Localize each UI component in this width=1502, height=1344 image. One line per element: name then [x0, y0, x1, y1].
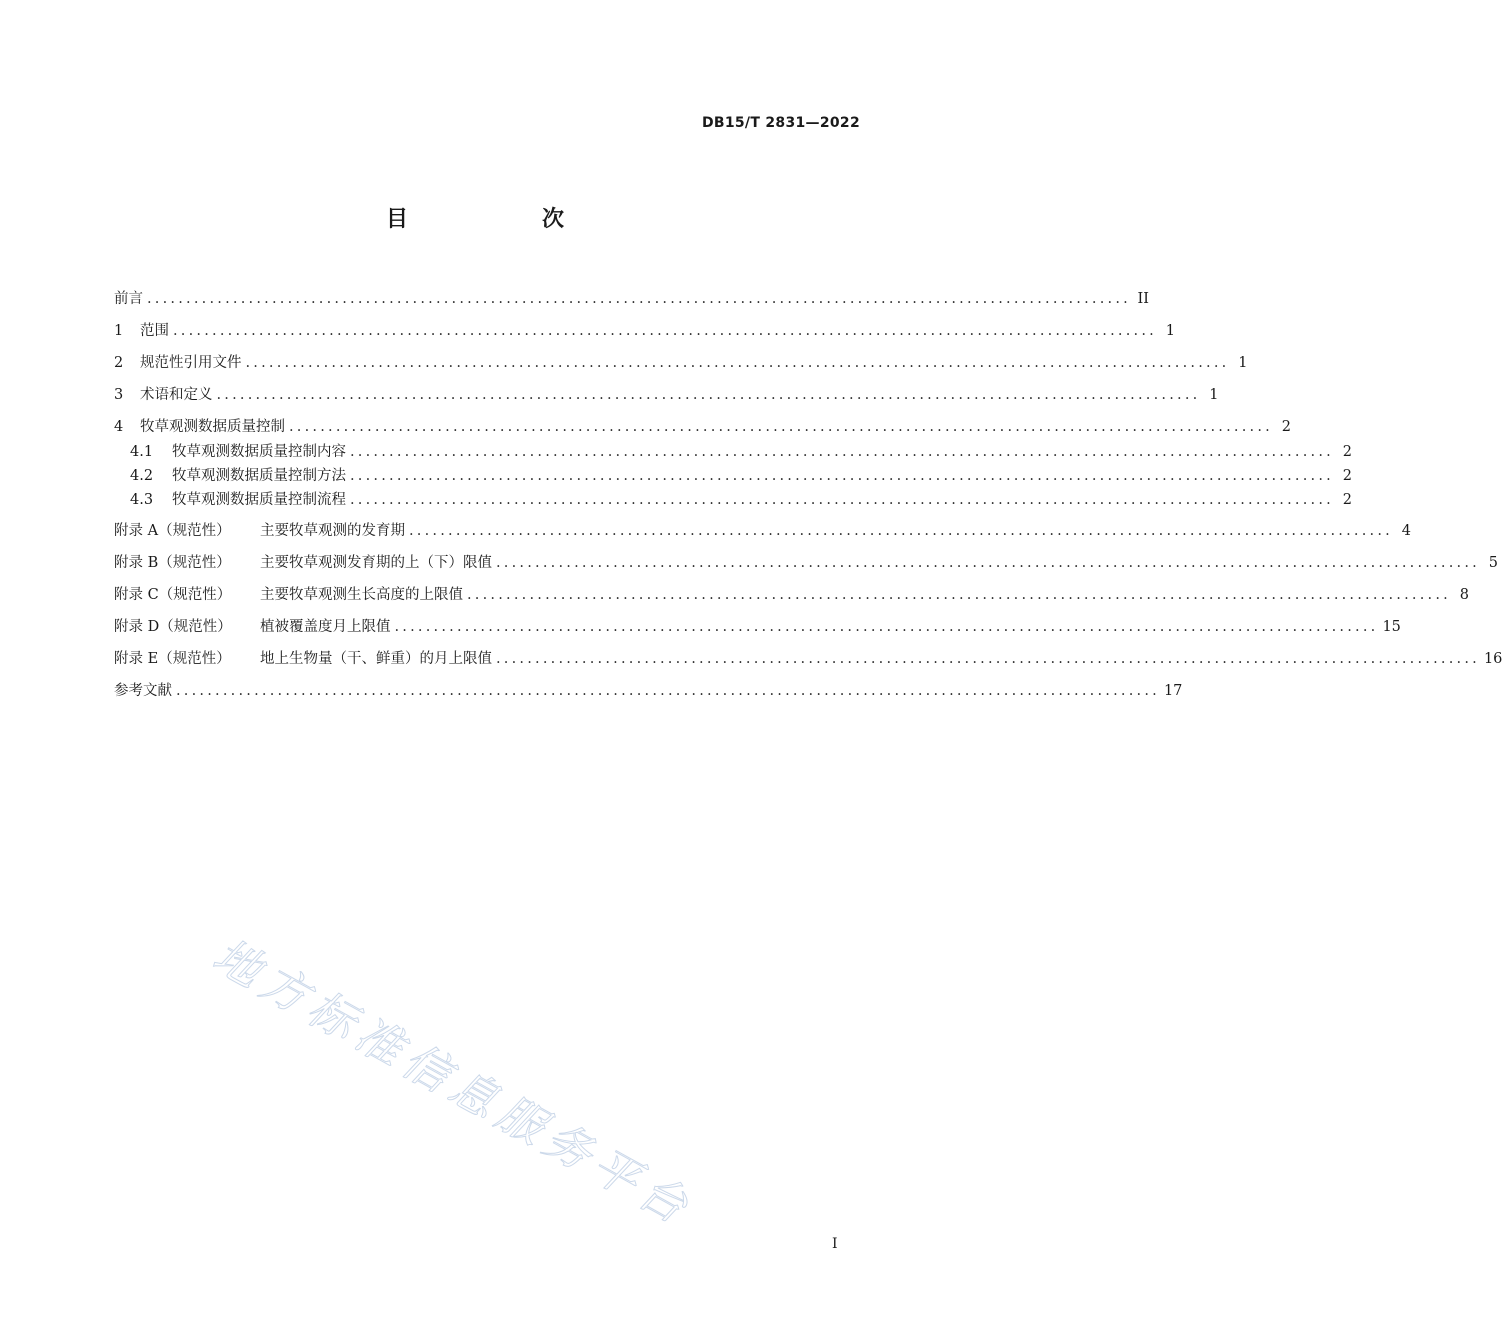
toc-number: 2 — [114, 355, 124, 371]
toc-entry-appendix-d[interactable] — [114, 616, 1401, 638]
toc-label: 主要牧草观测生长高度的上限值 — [260, 587, 463, 603]
toc-label: 牧草观测数据质量控制 — [140, 419, 285, 435]
toc-entry-3[interactable] — [114, 384, 1219, 406]
toc-page: 2 — [1342, 468, 1352, 484]
toc-label: 主要牧草观测的发育期 — [260, 523, 405, 539]
toc-label: 牧草观测数据质量控制方法 — [172, 468, 346, 484]
toc-leader: .............................................................................................................................. — [147, 291, 1131, 307]
toc-label: 规范性引用文件 — [140, 355, 242, 371]
toc-number: 4 — [114, 419, 124, 435]
toc-number: 1 — [114, 323, 124, 339]
toc-label: 范围 — [140, 323, 169, 339]
toc-leader: .............................................................................................................................. — [350, 444, 1334, 460]
toc-entry-appendix-e[interactable] — [114, 648, 1502, 670]
toc-leader: .............................................................................................................................. — [245, 355, 1230, 371]
toc-leader: .............................................................................................................................. — [289, 419, 1273, 435]
toc-page: 5 — [1488, 555, 1498, 571]
toc-page: 1 — [1238, 355, 1248, 371]
toc-entry-references[interactable] — [114, 680, 1183, 702]
toc-entry-4-2[interactable] — [130, 465, 1352, 487]
toc-entry-appendix-b[interactable] — [114, 552, 1498, 574]
doc-code: DB15/T 2831—2022 — [701, 115, 860, 131]
toc-page: 2 — [1342, 492, 1352, 508]
toc-leader: .............................................................................................................................. — [173, 323, 1157, 339]
toc-number: 附录 D（规范性） — [114, 619, 232, 635]
toc-label: 地上生物量（干、鲜重）的月上限值 — [260, 651, 492, 667]
toc-leader: .............................................................................................................................. — [350, 492, 1334, 508]
toc-label: 牧草观测数据质量控制内容 — [172, 444, 346, 460]
toc-number: 3 — [114, 387, 124, 403]
toc-page: 8 — [1459, 587, 1469, 603]
toc-page: II — [1137, 291, 1149, 307]
toc-entry-1[interactable] — [114, 320, 1175, 342]
toc-page: 16 — [1483, 651, 1502, 667]
toc-label: 植被覆盖度月上限值 — [260, 619, 391, 635]
toc-entry-appendix-c[interactable] — [114, 584, 1469, 606]
toc-label: 主要牧草观测发育期的上（下）限值 — [260, 555, 492, 571]
toc-page: 1 — [1165, 323, 1175, 339]
toc-label: 术语和定义 — [140, 387, 213, 403]
toc-entry-appendix-a[interactable] — [114, 520, 1411, 542]
toc-leader: .............................................................................................................................. — [176, 683, 1160, 699]
toc-entry-4-3[interactable] — [130, 489, 1352, 511]
toc-label: 参考文献 — [114, 683, 172, 699]
toc-number: 附录 B（规范性） — [114, 555, 231, 571]
toc-title: 目 次 — [385, 207, 620, 232]
toc-page: 4 — [1401, 523, 1411, 539]
toc-label: 前言 — [114, 291, 143, 307]
toc-page: 1 — [1209, 387, 1219, 403]
footer-page-number: I — [832, 1236, 838, 1252]
toc-number: 附录 A（规范性） — [114, 523, 231, 539]
toc-number: 4.3 — [130, 492, 154, 508]
toc-number: 附录 E（规范性） — [114, 651, 231, 667]
toc-label: 牧草观测数据质量控制流程 — [172, 492, 346, 508]
toc-leader: .............................................................................................................................. — [467, 587, 1451, 603]
toc-page: 17 — [1163, 683, 1183, 699]
toc-entry-2[interactable] — [114, 352, 1248, 374]
toc-page: 2 — [1281, 419, 1291, 435]
toc-leader: .............................................................................................................................. — [496, 555, 1480, 571]
toc-leader: .............................................................................................................................. — [496, 651, 1480, 667]
toc-entry-4[interactable] — [114, 416, 1291, 438]
toc-page: 15 — [1382, 619, 1401, 635]
toc-leader: .............................................................................................................................. — [394, 619, 1379, 635]
watermark: 地方标准信息服务平台 — [204, 927, 703, 1237]
toc-number: 4.1 — [130, 444, 154, 460]
toc-leader: .............................................................................................................................. — [350, 468, 1334, 484]
toc-entry-foreword[interactable] — [114, 288, 1149, 310]
toc-leader: .............................................................................................................................. — [409, 523, 1393, 539]
toc-entry-4-1[interactable] — [130, 441, 1352, 463]
toc-number: 4.2 — [130, 468, 154, 484]
table-of-contents — [114, 0, 1502, 1344]
toc-number: 附录 C（规范性） — [114, 587, 232, 603]
toc-page: 2 — [1342, 444, 1352, 460]
toc-leader: .............................................................................................................................. — [216, 387, 1201, 403]
